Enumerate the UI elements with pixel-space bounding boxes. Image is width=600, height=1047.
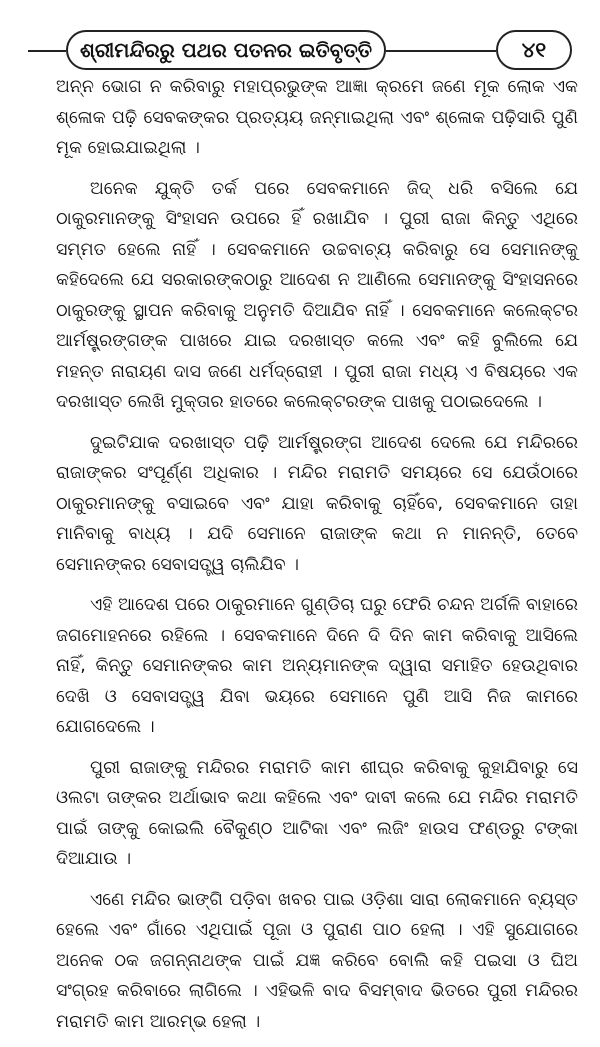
header-rule-middle [386,50,496,52]
paragraph-5: ପୁରୀ ରାଜାଙ୍କୁ ମନ୍ଦିରର ମରାମତି କାମ ଶୀଘ୍ର କରିବାକୁ କୁହାଯିବାରୁ ସେ ଓଲଟା ତାଙ୍କର ଅର୍ଥାଭାବ କଥା କହିଲେ ଏବଂ ଦାବୀ କଲେ ଯେ ମନ୍ଦିର ମରାମତି ପାଇଁ ତାଙ୍କୁ କୋଇଲି ବୈକୁଣ୍ଠ ଆଟିକା ଏବଂ ଲଜିଂ ହାଉସ ଫଣ୍ଡରୁ ଟଙ୍କା ଦିଆଯାଉ । [56,757,578,869]
paragraph-4: ଏହି ଆଦେଶ ପରେ ଠାକୁରମାନେ ଗୁଣ୍ଡିଚା ଘରୁ ଫେରି ଚନ୍ଦନ ଅର୍ଗଳି ବାହାରେ ଜଗମୋହନରେ ରହିଲେ । ସେବକମାନେ ଦିନେ ଦି ଦିନ କାମ କରିବାକୁ ଆସିଲେ ନାହିଁ, କିନ୍ତୁ ସେମାନଙ୍କର କାମ ଅନ୍ୟମାନଙ୍କ ଦ୍ୱାରା ସମାହିତ ହେଉଥିବାର ଦେଖି ଓ ସେବାସତ୍ତ୍ୱ ଯିବା ଭୟରେ ସେମାନେ ପୁଣି ଆସି ନିଜ କାମରେ ଯୋଗଦେଲେ । [56,595,578,737]
header-rule-left [28,50,66,52]
page-number: ୪୧ [496,30,572,70]
page-header [28,30,578,74]
paragraph-2: ଅନେକ ଯୁକ୍ତି ତର୍କ ପରେ ସେବକମାନେ ଜିଦ୍ ଧରି ବସିଲେ ଯେ ଠାକୁରମାନଙ୍କୁ ସିଂହାସନ ଉପରେ ହିଁ ରଖାଯିବ । ପୁରୀ ରାଜା କିନ୍ତୁ ଏଥିରେ ସମ୍ମତ ହେଲେ ନାହିଁ । ସେବକମାନେ ଉଚ୍ଚବାଚ୍ୟ କରିବାରୁ ସେ ସେମାନଙ୍କୁ କହିଦେଲେ ଯେ ସରକାରଙ୍କଠାରୁ ଆଦେଶ ନ ଆଣିଲେ ସେମାନଙ୍କୁ ସିଂହାସନରେ ଠାକୁରଙ୍କୁ ସ୍ଥାପନ କରିବାକୁ ଅନୁମତି ଦିଆଯିବ ନାହିଁ । ସେବକମାନେ କଲେକ୍ଟର ଆର୍ମଷ୍ଟ୍ରଙ୍ଗଙ୍କ ପାଖରେ ଯାଇ ଦରଖାସ୍ତ କଲେ ଏବଂ କହି ବୁଲିଲେ ଯେ ମହନ୍ତ ନାରାୟଣ ଦାସ ଜଣେ ଧର୍ମଦ୍ରୋହୀ । ପୁରୀ ରାଜା ମଧ୍ୟ ଏ ବିଷୟରେ ଏକ ଦରଖାସ୍ତ ଲେଖି ମୁକ୍ତାର ହାତରେ କଲେକ୍ଟରଙ୍କ ପାଖକୁ ପଠାଇଦେଲେ । [56,178,578,412]
paragraph-6: ଏଣେ ମନ୍ଦିର ଭାଙ୍ଗି ପଡ଼ିବା ଖବର ପାଇ ଓଡ଼ିଶା ସାରା ଲୋକମାନେ ବ୍ୟସ୍ତ ହେଲେ ଏବଂ ଗାଁରେ ଏଥିପାଇଁ ପୂଜା ଓ ପୁରାଣ ପାଠ ହେଲା । ଏହି ସୁଯୋଗରେ ଅନେକ ଠକ ଜଗନ୍ନାଥଙ୍କ ପାଇଁ ଯଜ୍ଞ କରିବେ ବୋଲି କହି ପଇସା ଓ ଘିଅ ସଂଗ୍ରହ କରିବାରେ ଲାଗିଲେ । ଏହିଭଳି ବାଦ ବିସମ୍ବାଦ ଭିତରେ ପୁରୀ ମନ୍ଦିରର ମରାମତି କାମ ଆରମ୍ଭ ହେଲା । [56,889,578,1032]
page-body [56,72,578,1047]
paragraph-1: ଅନ୍ନ ଭୋଗ ନ କରିବାରୁ ମହାପ୍ରଭୁଙ୍କ ଆଜ୍ଞା କ୍ରମେ ଜଣେ ମୂକ ଲୋକ ଏକ ଶ୍ଳୋକ ପଢ଼ି ସେବକଙ୍କର ପ୍ରତ୍ୟୟ ଜନ୍ମାଇଥିଲା ଏବଂ ଶ୍ଳୋକ ପଢ଼ିସାରି ପୁଣି ମୂକ ହୋଇଯାଇଥିଲା । [56,77,578,158]
paragraph-3: ଦୁଇଟିଯାକ ଦରଖାସ୍ତ ପଢ଼ି ଆର୍ମଷ୍ଟ୍ରଙ୍ଗ ଆଦେଶ ଦେଲେ ଯେ ମନ୍ଦିରରେ ରାଜାଙ୍କର ସଂପୂର୍ଣ୍ଣ ଅଧିକାର । ମନ୍ଦିର ମରାମତି ସମୟରେ ସେ ଯେଉଁଠାରେ ଠାକୁରମାନଙ୍କୁ ବସାଇବେ ଏବଂ ଯାହା କରିବାକୁ ଚାହିଁବେ, ସେବକମାନେ ତାହା ମାନିବାକୁ ବାଧ୍ୟ । ଯଦି ସେମାନେ ରାଜାଙ୍କ କଥା ନ ମାନନ୍ତି, ତେବେ ସେମାନଙ୍କର ସେବାସତ୍ତ୍ୱ ଚାଲିଯିବ । [56,432,578,575]
running-title: ଶ୍ରୀମନ୍ଦିରରୁ ପଥର ପତନର ଇତିବୃତ୍ତି [66,30,386,70]
